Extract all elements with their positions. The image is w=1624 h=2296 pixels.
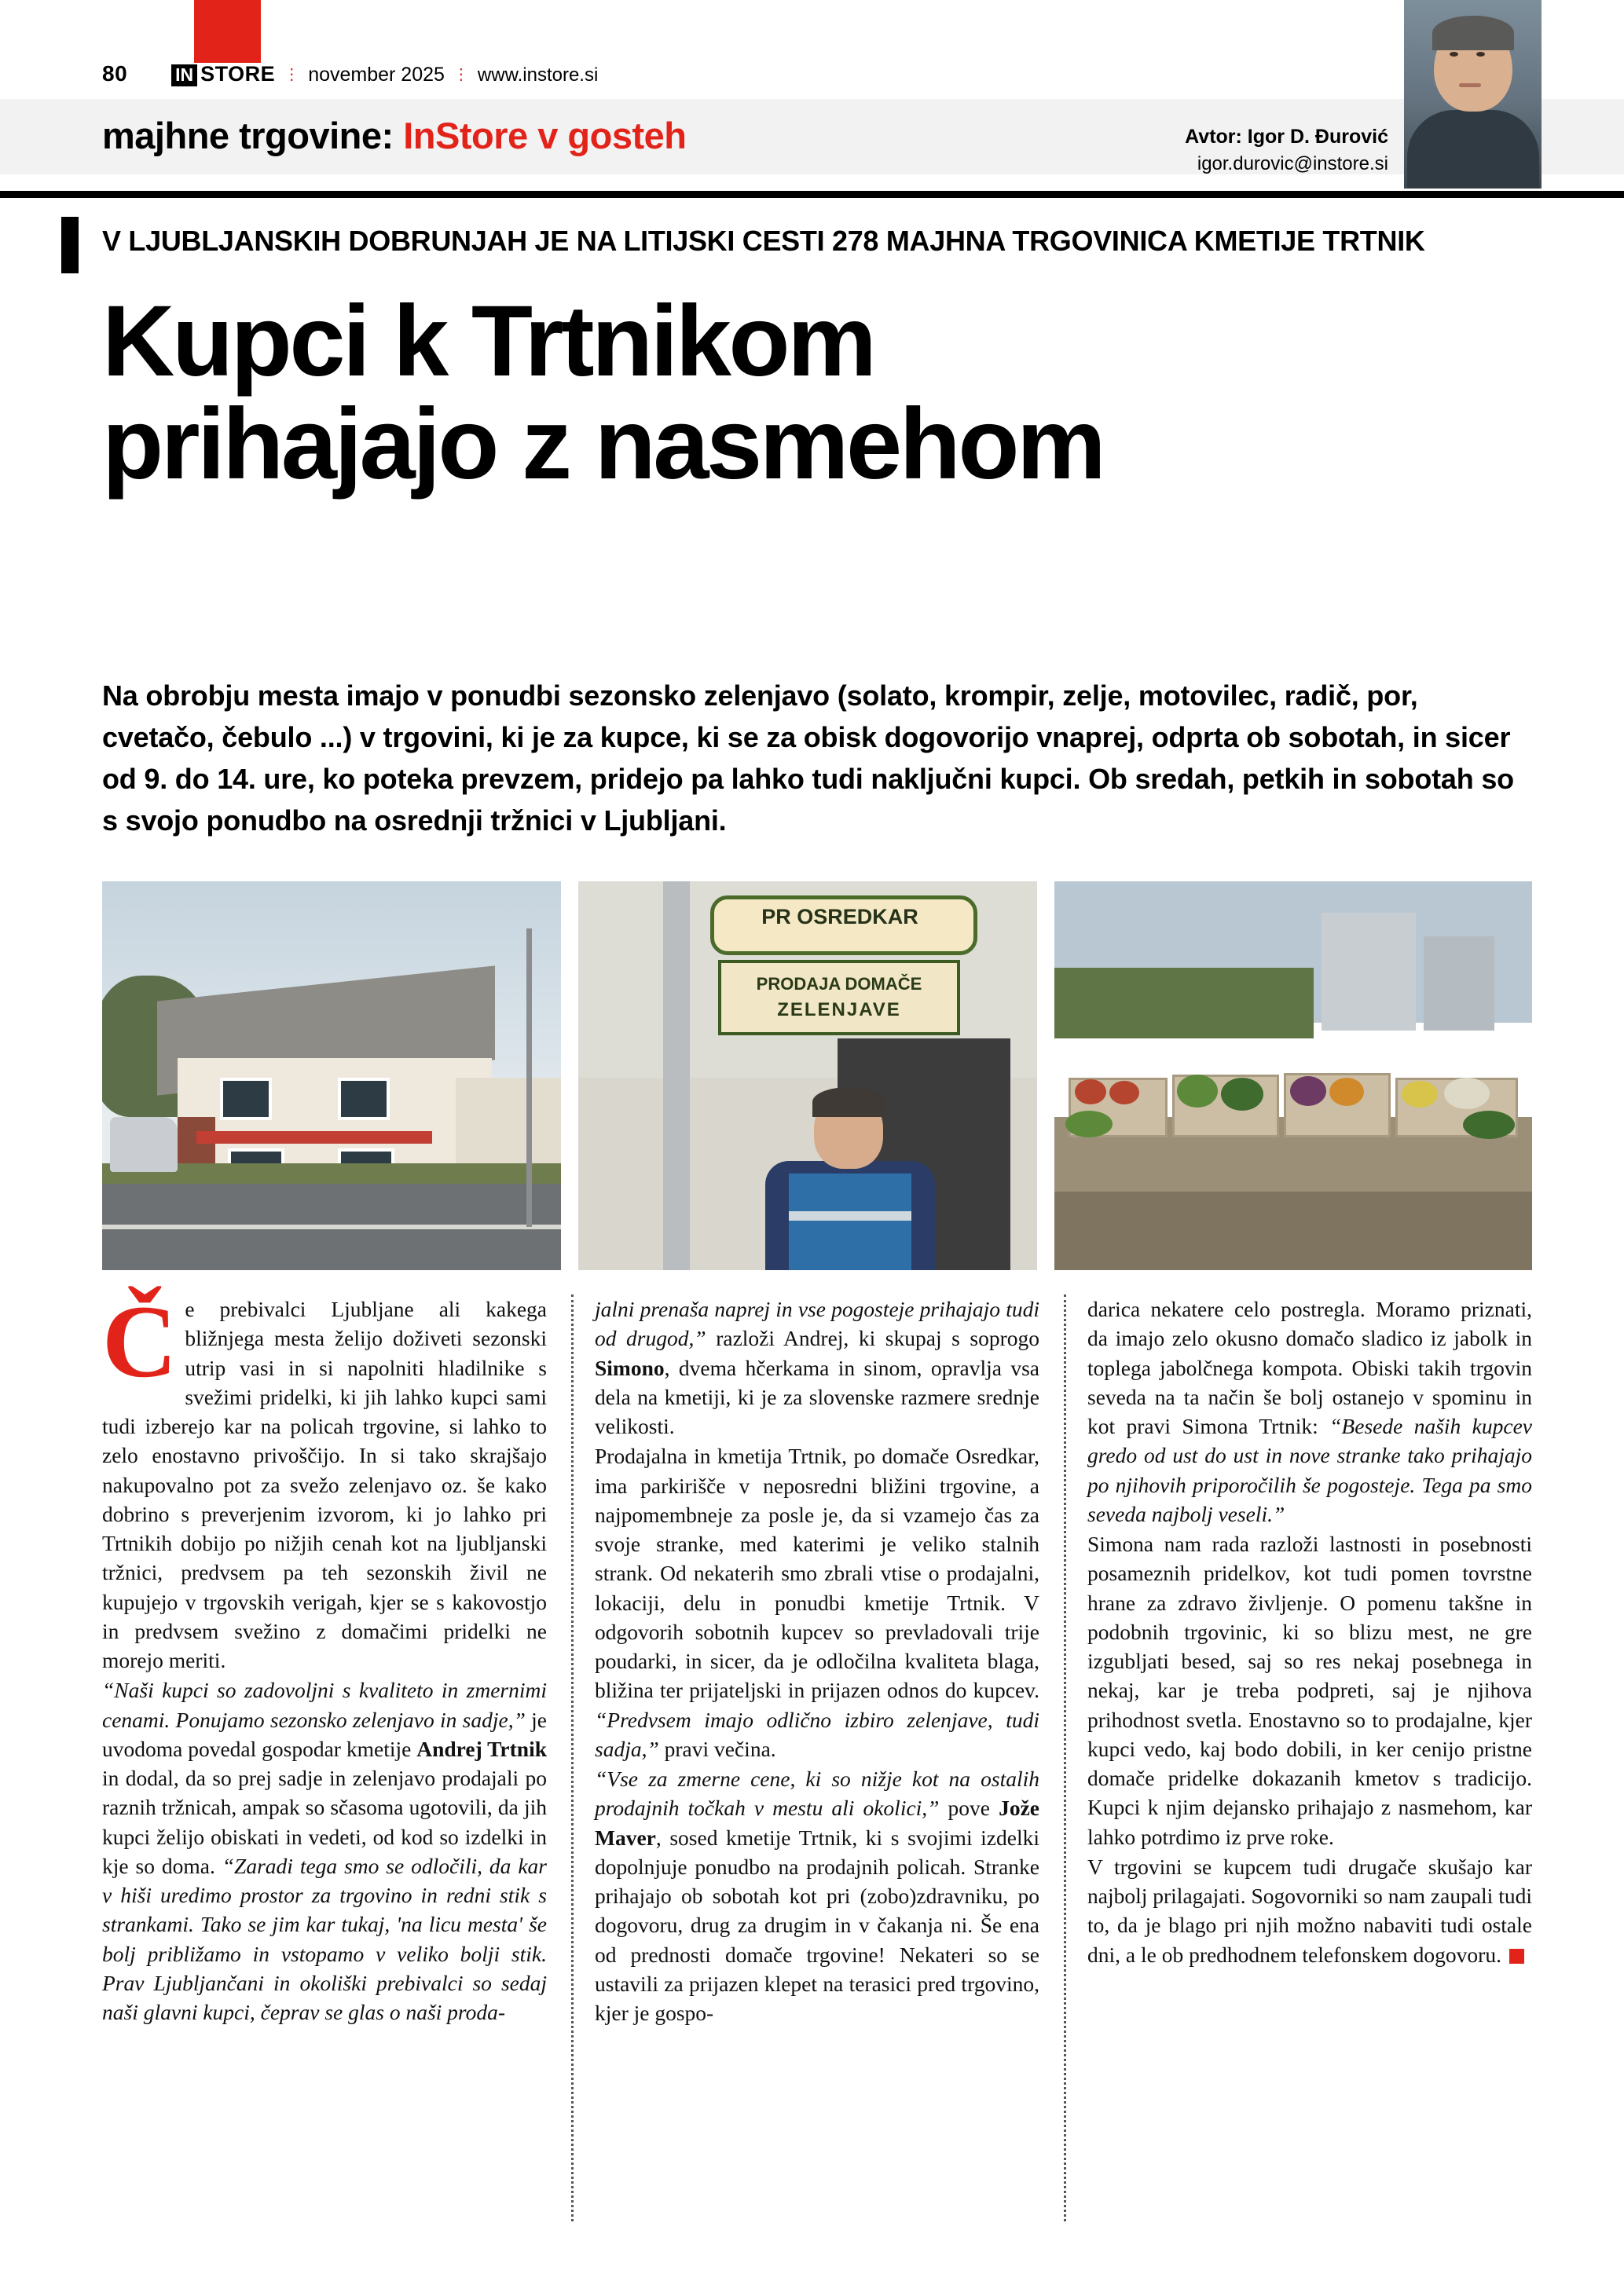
person-name: Jože Maver: [595, 1796, 1039, 1850]
headline-line-1: Kupci k Trtnikom: [102, 285, 874, 397]
article-body: [102, 1283, 1532, 2221]
paragraph: [102, 1675, 547, 2027]
author-portrait: [1404, 0, 1542, 189]
paragraph: [595, 1441, 1039, 1763]
photo-owner-under-sign: [578, 881, 1037, 1270]
page-header: [0, 0, 1624, 208]
issue-date: november 2025: [308, 64, 445, 86]
article-headline: [102, 285, 1540, 500]
header-divider: [0, 191, 1624, 198]
paragraph-text: e prebivalci Ljubljane ali kakega bližnjega mesta želijo doživeti sezonski utrip vasi in si napolniti hladilnike s svežimi pridelki, ki jih lahko kupci sami tudi izberejo kar na policah trgovine, si lahko to zelo enostavno privoščijo. In si tako skrajšajo nakupovalno pot za svežo zelenjavo oz. še kako dobrino s preverjenim izvorom, ki jo lahko pri Trtnikih dobijo po nižjih cenah kot na ljubljanski tržnici, predvsem pa teh sezonskih živil ne kupujejo v trgovskih verigah, kjer se s kakovostjo in predvsem svežino z domačimi pridelki ne morejo meriti.: [102, 1297, 547, 1672]
paragraph: [595, 1294, 1039, 1441]
photo-vegetable-stand: [1054, 881, 1532, 1270]
brand-prefix: IN: [171, 64, 197, 86]
paragraph: [1087, 1529, 1532, 1851]
column-divider-1: [571, 1294, 574, 2221]
rubric-title: [102, 114, 686, 157]
body-column-3: [1087, 1294, 1532, 1970]
website-url: www.instore.si: [477, 64, 599, 86]
paragraph: [1087, 1294, 1532, 1529]
paragraph: [102, 1283, 547, 1675]
brand-main: STORE: [200, 62, 276, 86]
paragraph-text: je uvodoma povedal gospodar kmetije: [102, 1707, 547, 1761]
column-divider-2: [1064, 1294, 1066, 2221]
quote-text: “Vse za zmerne cene, ki so nižje kot na ostalih prodajnih točkah v mestu ali okolici,”: [595, 1767, 1039, 1821]
paragraph-text: pove: [939, 1796, 999, 1821]
separator-dots-icon: ⋮: [284, 66, 300, 83]
author-email: igor.durovic@instore.si: [1197, 153, 1388, 174]
headline-line-2: prihajajo z nasmehom: [102, 387, 1104, 500]
kicker-marker: [61, 217, 79, 273]
paragraph: [595, 1764, 1039, 2027]
paragraph-text: , dvema hčerkama in sinom, opravlja vsa dela na kmetiji, ki je za slovenske razmere srednje velikosti.: [595, 1355, 1039, 1438]
masthead: [102, 61, 1516, 86]
rubric-bold: majhne trgovine:: [102, 115, 394, 156]
end-mark-icon: [1509, 1949, 1524, 1964]
article-kicker: V LJUBLJANSKIH DOBRUNJAH JE NA LITIJSKI CESTI 278 MAJHNA TRGOVINICA KMETIJE TRTNIK: [102, 225, 1425, 257]
separator-dots-icon-2: ⋮: [453, 66, 469, 83]
header-red-block: [194, 0, 261, 63]
photo-shop-exterior: [102, 881, 561, 1270]
paragraph-text: Simona nam rada razloži lastnosti in posebnosti posameznih pridelkov, kot tudi pomen tovrstne hrane za zdravo življenje. O pomenu takšne in podobnih trgovinic, ki so blizu mest, ne gre izgubljati besed, saj so res nekaj posebnega in nekaj, kar je treba podpreti, saj je njihova prihodnost svetla. Enostavno so to prodajalne, kjer kupci vedo, kaj bodo dobili, in ker cenijo pristne domače pridelke dokazanih kmetov s tradicijo. Kupci k njim dejansko prihajajo z nasmehom, kar lahko potrdimo iz prve roke.: [1087, 1532, 1532, 1849]
quote-text: “Naši kupci so zadovoljni s kvaliteto in zmernimi cenami. Ponujamo sezonsko zelenjavo in sadje,”: [102, 1678, 547, 1732]
shop-sign-line2: ZELENJAVE: [777, 999, 901, 1020]
shop-sign-title: PR OSREDKAR: [761, 905, 918, 928]
rubric-light: InStore v gosteh: [403, 115, 687, 156]
body-column-2: [595, 1294, 1039, 2028]
paragraph-text: , sosed kmetije Trtnik, ki s svojimi izdelki dopolnjuje ponudbo na prodajnih policah. Stranke prihajajo ob sobotah kot pri (zobo)zdravniku, po dogovoru, drug za drugim in v čakanja ni. Še ena od prednosti domače trgovine! Nekateri so se ustavili za prijazen klepet na terasici pred trgovino, kjer je gospo-: [595, 1825, 1039, 2025]
paragraph-text: razloži Andrej, ki skupaj s soprogo: [706, 1326, 1039, 1351]
quote-text: “Zaradi tega smo se odločili, da kar v hiši uredimo prostor za trgovino in redni stik s strankami. Tako se jim kar tukaj, 'na licu mesta' še bolj približamo in vstopamo v veliko bolji stik. Prav Ljubljančani in okoliški prebivalci so sedaj naši glavni kupci, čeprav se glas o naši proda-: [102, 1853, 547, 2024]
photo-strip: [102, 881, 1532, 1270]
paragraph-text: darica nekatere celo postregla. Moramo priznati, da imajo zelo okusno domačo sladico iz jabolk in toplega jabolčnega kompota. Obiski takih trgovin seveda na ta način še bolj ostanejo v spominu in kot pravi Simona Trtnik:: [1087, 1297, 1532, 1438]
paragraph-text: pravi večina.: [658, 1736, 776, 1761]
author-name: Avtor: Igor D. Ðurović: [1185, 126, 1388, 148]
body-column-1: [102, 1283, 547, 2027]
quote-text: “Besede naših kupcev gredo od ust do ust in nove stranke tako prihajajo po njihovih priporočilih še pogosteje. Tega pa smo seveda najbolj veseli.”: [1087, 1414, 1532, 1526]
paragraph-text: Prodajalna in kmetija Trtnik, po domače Osredkar, ima parkirišče v neposredni bližini trgovine, a najpomembneje za posle je, da si vzamejo čas za svoje stranke, med katerimi je veliko stalnih strank. Od nekaterih smo zbrali vtise o prodajalni, lokaciji, delu in ponudbi kmetije Trtnik. V odgovorih sobotnih kupcev so prevladovali trije poudarki, in sicer, da je odločilna kvaliteta blaga, bližina ter prijateljski in prijazen odnos do kupcev.: [595, 1444, 1039, 1703]
quote-text: jalni prenaša naprej in vse pogosteje prihajajo tudi od drugod,”: [595, 1297, 1039, 1351]
paragraph: [1087, 1852, 1532, 1969]
shop-sign-sub: [718, 960, 960, 1035]
person-name: Simono: [595, 1355, 665, 1380]
paragraph-text: V trgovini se kupcem tudi drugače skušajo kar najbolj prilagajati. Sogovorniki so nam zaupali tudi to, da je blago pri njih možno nabaviti tudi ostale dni, a le ob predhodnem telefonskem dogovoru.: [1087, 1854, 1532, 1967]
quote-text: “Predvsem imajo odlično izbiro zelenjave, tudi sadja,”: [595, 1707, 1039, 1761]
shop-sign-line1: PRODAJA DOMAČE: [756, 974, 922, 994]
person-name: Andrej Trtnik: [416, 1736, 547, 1761]
page-number: 80: [102, 61, 128, 86]
paragraph-text: in dodal, da so prej sadje in zelenjavo prodajali po raznih tržnicah, ampak so sčasoma ugotovili, da jih kupci želijo obiskati in vedeti, od kod so izdelki in kje so doma.: [102, 1766, 547, 1878]
article-lead: Na obrobju mesta imajo v ponudbi sezonsko zelenjavo (solato, krompir, zelje, motovilec, radič, por, cvetačo, čebulo ...) v trgovini, ki je za kupce, ki se za obisk dogovorijo vnaprej, odprta ob sobotah, in sicer od 9. do 14. ure, ko poteka prevzem, pridejo pa lahko tudi naključni kupci. Ob sredah, petkih in sobotah so s svojo ponudbo na osrednji tržnici v Ljubljani.: [102, 679, 1514, 837]
byline: [1185, 126, 1388, 175]
drop-cap: Č: [102, 1283, 178, 1399]
